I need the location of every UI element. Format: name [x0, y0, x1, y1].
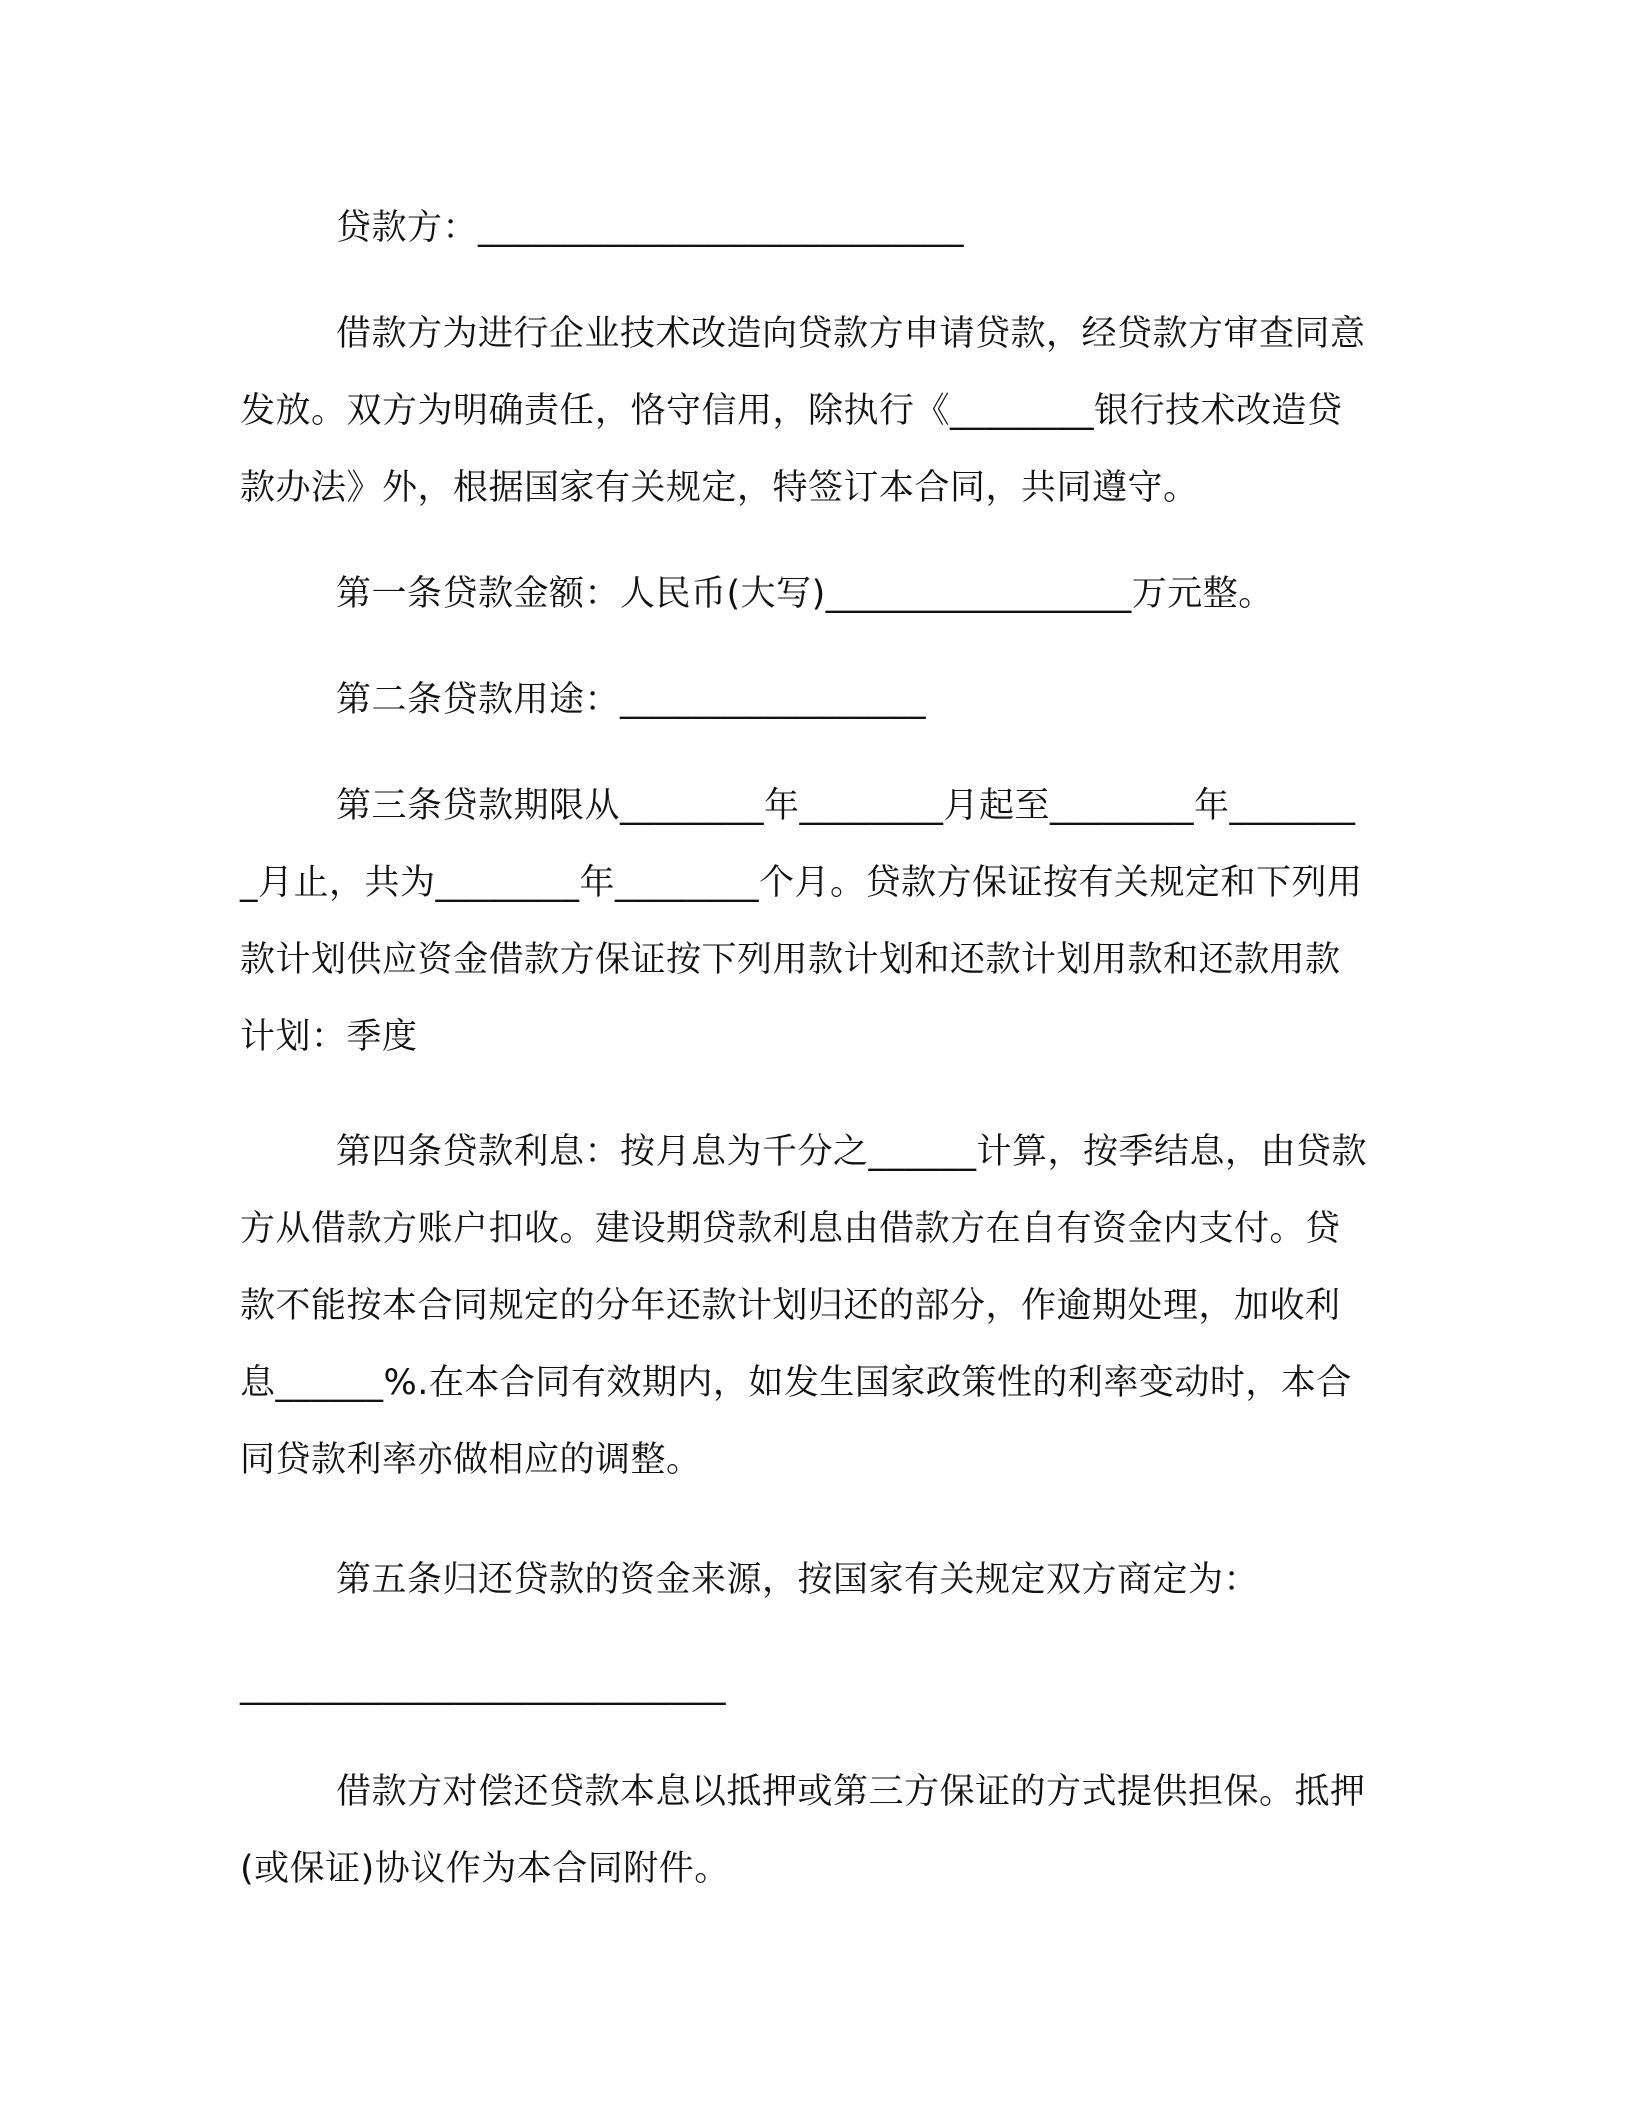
article-3-loan-term: 第三条贷款期限从________年________月起至________年________月止，共为________年________个月。贷款方保证按有关规定和下列用款计划供应资金借款方保证按下列用款计划和还款计划用款和还款用款计划：季度	[240, 786, 1363, 1057]
article-1-loan-amount: 第一条贷款金额：人民币(大写)_________________万元整。	[336, 574, 1274, 614]
preamble-paragraph: 借款方为进行企业技术改造向贷款方申请贷款，经贷款方审查同意发放。双方为明确责任，恪守信用，除执行《________银行技术改造贷款办法》外，根据国家有关规定，特签订本合同，共同遵守。	[240, 314, 1366, 508]
article-4-loan-interest: 第四条贷款利息：按月息为千分之______计算，按季结息，由贷款方从借款方账户扣收。建设期贷款利息由借款方在自有资金内支付。贷款不能按本合同规定的分年还款计划归还的部分，作逾期处理，加收利息______%.在本合同有效期内，如发生国家政策性的利率变动时，本合同贷款利率亦做相应的调整。	[240, 1132, 1368, 1480]
article-2-loan-purpose: 第二条贷款用途：_________________	[336, 680, 927, 720]
lender-line: 贷款方：___________________________	[336, 208, 965, 248]
repayment-source-blank: ___________________________	[240, 1666, 726, 1706]
guarantee-paragraph: 借款方对偿还贷款本息以抵押或第三方保证的方式提供担保。抵押(或保证)协议作为本合同附件。	[240, 1772, 1366, 1889]
document-body	[240, 190, 1370, 1908]
article-5-repayment-source: 第五条归还贷款的资金来源，按国家有关规定双方商定为：	[336, 1560, 1260, 1600]
